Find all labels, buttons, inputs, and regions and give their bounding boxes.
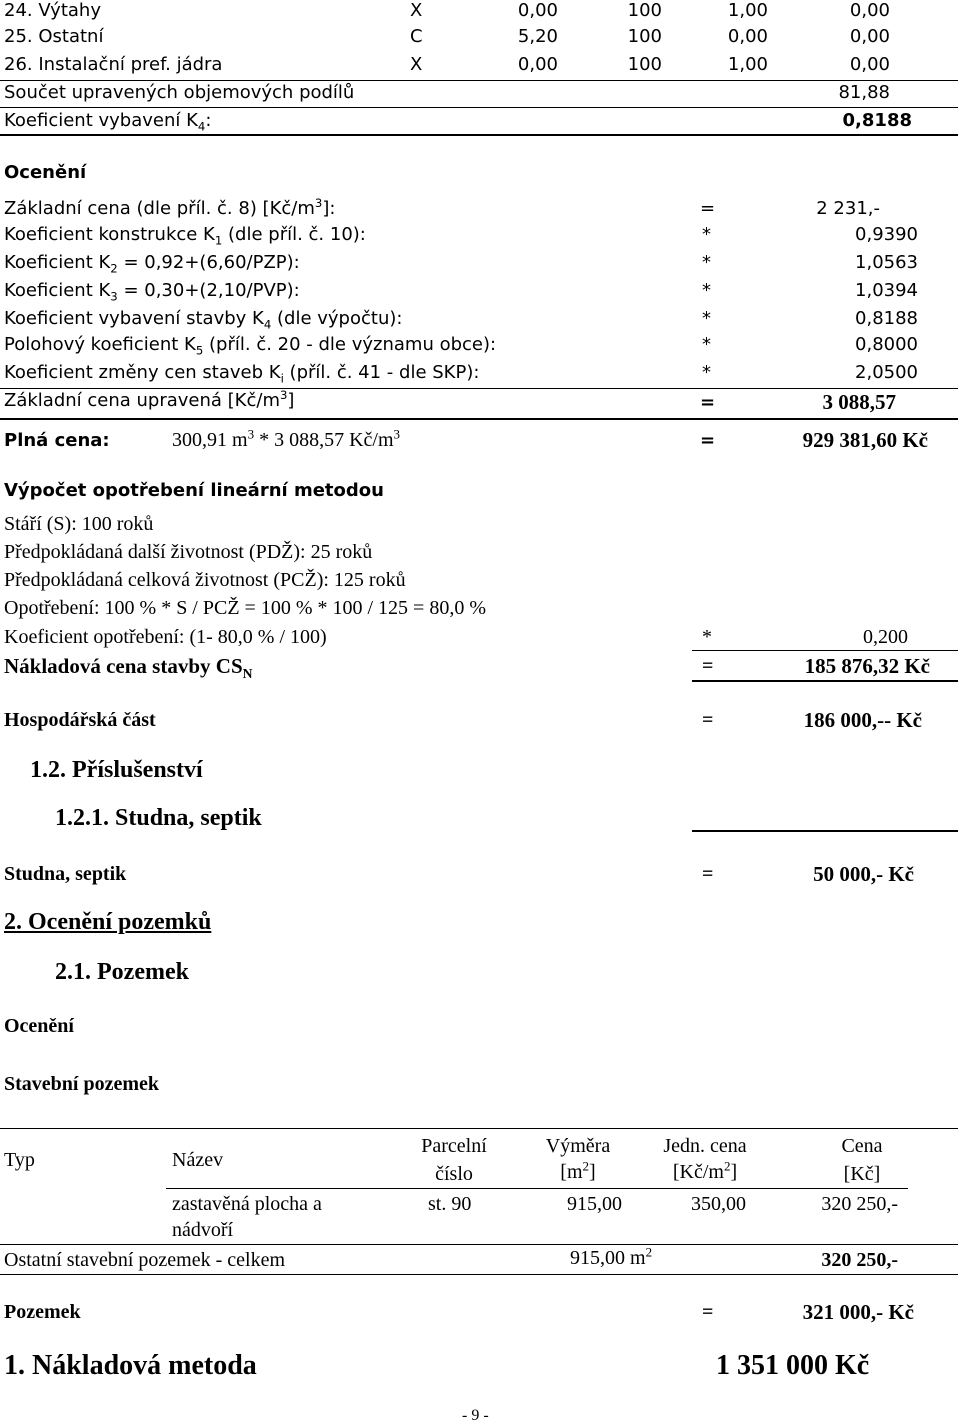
k4-label: Koeficient vybavení $K_4$: — [4, 110, 212, 134]
row-value: 100 — [627, 54, 662, 75]
row-class: X — [410, 0, 423, 21]
heading-1-2: 1.2. Příslušenství — [30, 757, 203, 783]
pozemek-label: Pozemek — [4, 1301, 81, 1323]
section-title: Ocenění — [4, 1015, 74, 1037]
pozemek-value: 321 000,- Kč — [802, 1300, 914, 1324]
row-name: 24. Výtahy — [4, 0, 101, 21]
row-name: 25. Ostatní — [4, 26, 104, 47]
row-value: 0,00 — [517, 54, 558, 75]
table-cell: 350,00 — [691, 1193, 746, 1215]
calc-value: 2 231,- — [816, 198, 880, 219]
divider — [692, 650, 958, 651]
heading-1-2-1: 1.2.1. Studna, septik — [55, 805, 262, 831]
calc-value: 1,0394 — [855, 280, 918, 301]
divider — [692, 680, 958, 682]
total-cena: 320 250,- — [821, 1249, 898, 1271]
row-class: C — [410, 26, 423, 47]
table-cell: 915,00 — [567, 1193, 622, 1215]
nakladova-label: Nákladová cena stavby $CS_N$ — [4, 654, 253, 682]
table-cell: 320 250,- — [821, 1193, 898, 1215]
calc-value: 2,0500 — [855, 362, 918, 383]
row-value: 0,00 — [849, 54, 890, 75]
table-cell: nádvoří — [172, 1219, 234, 1241]
col-header-cena: [Kč] — [843, 1163, 881, 1185]
col-header-vymera: $[m^2]$ — [560, 1158, 596, 1183]
header-rule — [166, 1188, 908, 1189]
calc-label: Koeficient konstrukce $K_1$ (dle příl. č. 10): — [4, 224, 366, 248]
plna-label: Plná cena: — [4, 430, 110, 451]
opotrebeni-koef-label: Koeficient opotřebení: (1- 80,0 % / 100) — [4, 626, 327, 648]
plna-op: = — [700, 430, 716, 451]
k4-value: 0,8188 — [842, 110, 912, 131]
calc-label: Základní cena upravená $[Kč/m^3]$ — [4, 388, 295, 411]
row-value: 0,00 — [849, 26, 890, 47]
opotrebeni-koef-value: 0,200 — [863, 626, 908, 648]
divider — [0, 388, 958, 389]
calc-label: Koeficient $K_2 = 0,92+(6,60/PZP)$: — [4, 252, 300, 276]
row-value: 5,20 — [517, 26, 558, 47]
row-value: 100 — [627, 26, 662, 47]
row-value: 100 — [627, 0, 662, 21]
final-label: 1. Nákladová metoda — [4, 1350, 257, 1381]
divider — [0, 134, 958, 136]
total-label: Ostatní stavební pozemek - celkem — [4, 1249, 286, 1271]
calc-op: * — [702, 224, 711, 245]
row-rule — [0, 1274, 958, 1275]
plna-formula: 300,91 $m^3 * 3$ 088,57 $Kč/m^3$ — [172, 426, 400, 451]
hosp-value: 186 000,-- Kč — [803, 708, 922, 732]
opotrebeni-title: Výpočet opotřebení lineární metodou — [4, 480, 384, 501]
plna-value: 929 381,60 Kč — [802, 428, 928, 452]
calc-value: 0,8000 — [855, 334, 918, 355]
opotrebeni-line: Předpokládaná další životnost (PDŽ): 25 roků — [4, 541, 373, 563]
sum-value: 81,88 — [838, 82, 890, 103]
col-header-vymera: Výměra — [545, 1135, 611, 1157]
col-header-nazev: Název — [172, 1149, 224, 1171]
pozemek-op: = — [702, 1301, 714, 1323]
row-value: 0,00 — [727, 26, 768, 47]
row-value: 1,00 — [727, 0, 768, 21]
final-value: 1 351 000 Kč — [716, 1350, 870, 1381]
calc-op: * — [702, 334, 711, 355]
calc-op: * — [702, 252, 711, 273]
row-rule — [0, 1244, 958, 1245]
nakladova-op: = — [702, 655, 714, 677]
row-class: X — [410, 54, 423, 75]
calc-label: Koeficient změny cen staveb $K_i$ (příl. č. 41 - dle SKP): — [4, 362, 480, 386]
col-header-jedn-cena: Jedn. cena — [663, 1135, 747, 1157]
col-header-typ: Typ — [4, 1149, 35, 1171]
table-cell: zastavěná plocha a — [172, 1193, 322, 1215]
opotrebeni-op: * — [702, 626, 712, 648]
col-header-parcela: číslo — [435, 1163, 473, 1185]
studna-value: 50 000,- Kč — [813, 862, 914, 886]
row-value: 0,00 — [517, 0, 558, 21]
divider — [0, 418, 958, 420]
opotrebeni-line: Předpokládaná celková životnost (PCŽ): 125 roků — [4, 569, 406, 591]
col-header-jedn-cena: $[Kč/m^2]$ — [672, 1158, 738, 1183]
hosp-label: Hospodářská část — [4, 709, 156, 731]
calc-label: Základní cena (dle příl. č. 8) $[Kč/m^3]$: — [4, 196, 336, 219]
table-cell: st. 90 — [428, 1193, 472, 1215]
calc-op: = — [700, 392, 716, 413]
section-title: Ocenění — [4, 162, 87, 183]
opotrebeni-line: Opotřebení: 100 % * S / PCŽ = 100 % * 100 / 125 = 80,0 % — [4, 597, 486, 619]
sum-label: Součet upravených objemových podílů — [4, 82, 355, 103]
row-name: 26. Instalační pref. jádra — [4, 54, 223, 75]
calc-op: * — [702, 308, 711, 329]
divider — [692, 830, 958, 832]
calc-label: Koeficient vybavení stavby $K_4$ (dle výpočtu): — [4, 308, 403, 332]
calc-op: = — [700, 198, 716, 219]
divider — [0, 107, 958, 108]
calc-label: Polohový koeficient $K_5$ (příl. č. 20 - dle významu obce): — [4, 334, 497, 358]
divider — [0, 80, 958, 81]
page-number: - 9 - — [462, 1407, 489, 1424]
heading-2-1: 2.1. Pozemek — [55, 959, 189, 985]
calc-op: * — [702, 362, 711, 383]
section-title: Stavební pozemek — [4, 1073, 159, 1095]
calc-label: Koeficient $K_3 = 0,30+(2,10/PVP)$: — [4, 280, 300, 304]
col-header-cena: Cena — [841, 1135, 883, 1157]
total-vymera: 915,00 $m^2$ — [570, 1244, 653, 1269]
studna-op: = — [702, 863, 714, 885]
calc-value: 0,9390 — [855, 224, 918, 245]
calc-value: 1,0563 — [855, 252, 918, 273]
nakladova-value: 185 876,32 Kč — [804, 654, 930, 678]
calc-value: 3 088,57 — [822, 390, 896, 414]
calc-op: * — [702, 280, 711, 301]
row-value: 0,00 — [849, 0, 890, 21]
calc-value: 0,8188 — [855, 308, 918, 329]
table-top-rule — [0, 1128, 958, 1129]
hosp-op: = — [702, 709, 714, 731]
col-header-parcela: Parcelní — [421, 1135, 487, 1157]
studna-label: Studna, septik — [4, 863, 127, 885]
heading-2: 2. Ocenění pozemků — [4, 909, 212, 935]
opotrebeni-line: Stáří (S): 100 roků — [4, 513, 154, 535]
row-value: 1,00 — [727, 54, 768, 75]
